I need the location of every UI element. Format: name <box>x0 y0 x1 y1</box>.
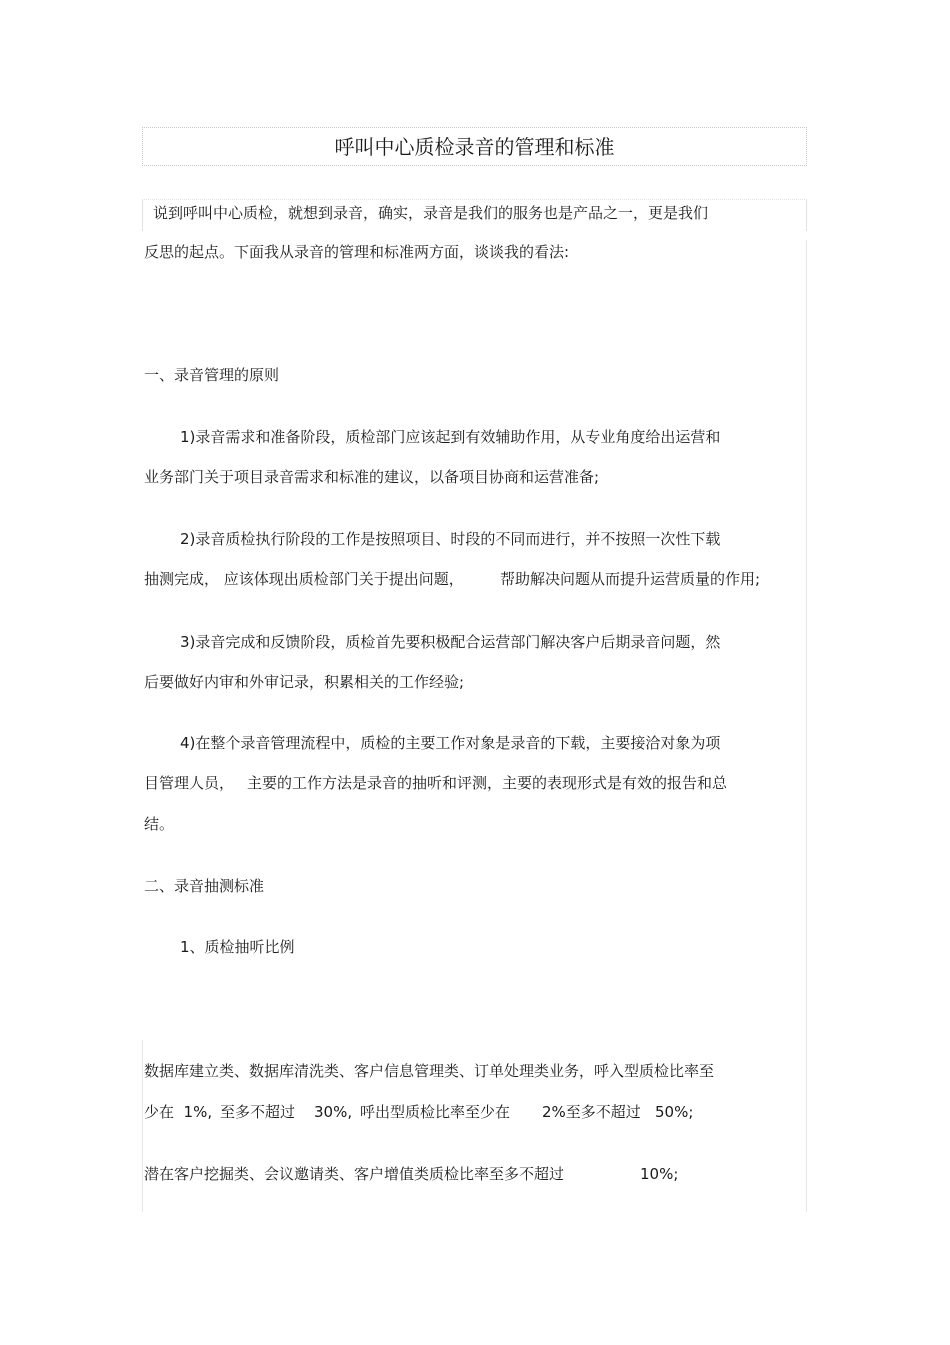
s2-p1-seg-6: 50%; <box>655 1103 694 1121</box>
s2-p1-seg-4: 呼出型质检比率至少在 <box>360 1103 511 1121</box>
s2-p1-seg-3: 30%, <box>314 1103 353 1121</box>
left-rule <box>142 1040 143 1212</box>
s2-p1-seg-2: 至多不超过 <box>220 1103 296 1121</box>
s1-p3-line-2: 后要做好内审和外审记录，积累相关的工作经验; <box>144 673 465 691</box>
intro-line-1: 说到呼叫中心质检，就想到录音，确实，录音是我们的服务也是产品之一，更是我们 <box>153 204 709 222</box>
section-1-heading: 一、录音管理的原则 <box>144 366 280 384</box>
s1-p3-line-1: 3)录音完成和反馈阶段，质检首先要积极配合运营部门解决客户后期录音问题，然 <box>180 633 721 651</box>
s2-subheading-1: 1、质检抽听比例 <box>180 938 295 956</box>
s1-p1-line-1: 1)录音需求和准备阶段，质检部门应该起到有效辅助作用，从专业角度给出运营和 <box>180 428 721 446</box>
s1-p4-line-1: 4)在整个录音管理流程中，质检的主要工作对象是录音的下载，主要接洽对象为项 <box>180 734 721 752</box>
s1-p4-line-2a: 目管理人员， <box>144 774 235 792</box>
s1-p2-line-1: 2)录音质检执行阶段的工作是按照项目、时段的不同而进行，并不按照一次性下载 <box>180 530 721 548</box>
s1-p2-line-2a: 抽测完成， 应该体现出质检部门关于提出问题， <box>144 570 464 588</box>
s2-p2-seg-1: 潜在客户挖掘类、会议邀请类、客户增值类质检比率至多不超过 <box>144 1165 565 1183</box>
page-title: 呼叫中心质检录音的管理和标准 <box>334 135 615 159</box>
s2-p2-seg-2: 10%; <box>640 1165 679 1183</box>
s1-p1-line-2: 业务部门关于项目录音需求和标准的建议，以备项目协商和运营准备; <box>144 468 600 486</box>
s2-p1-line-1: 数据库建立类、数据库清洗类、客户信息管理类、订单处理类业务，呼入型质检比率至 <box>144 1062 715 1080</box>
s1-p4-line-2b: 主要的工作方法是录音的抽听和评测，主要的表现形式是有效的报告和总 <box>247 774 728 792</box>
right-rule <box>806 240 807 1212</box>
intro-line-2: 反思的起点。下面我从录音的管理和标准两方面，谈谈我的看法: <box>144 243 570 261</box>
s1-p2-line-2b: 帮助解决问题从而提升运营质量的作用; <box>500 570 761 588</box>
s1-p4-line-3: 结。 <box>144 815 175 833</box>
s2-p1-seg-1: 少在 1%, <box>144 1103 213 1121</box>
section-2-heading: 二、录音抽测标准 <box>144 877 265 895</box>
title-box <box>142 127 807 166</box>
s2-p1-seg-5: 2%至多不超过 <box>542 1103 641 1121</box>
